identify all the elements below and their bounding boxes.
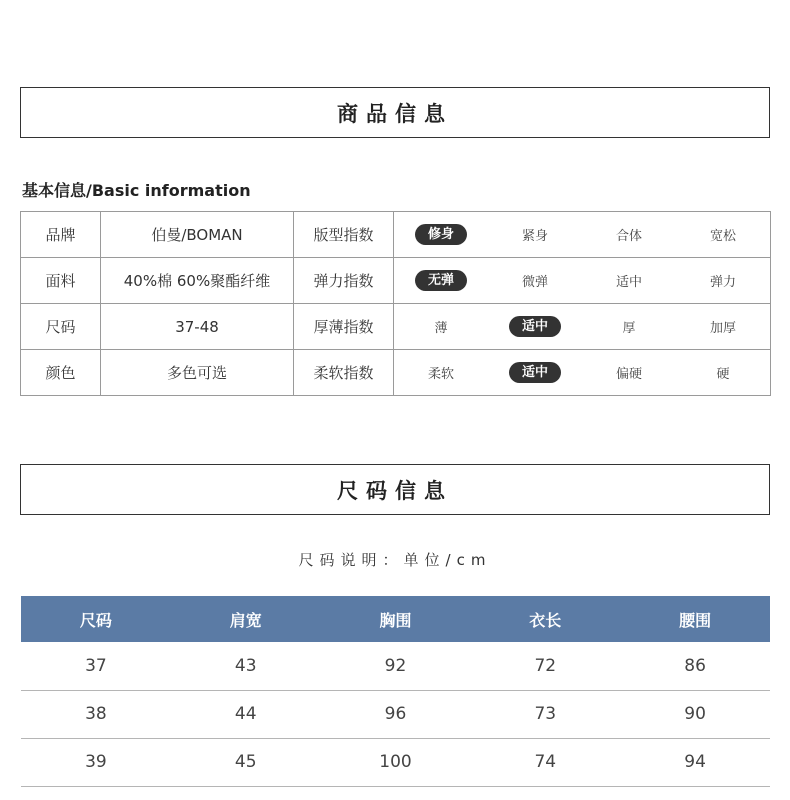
info-label: 面料 xyxy=(21,258,101,304)
product-info-title: 商品信息 xyxy=(20,87,770,138)
size-cell: 94 xyxy=(620,738,770,786)
level-option xyxy=(582,225,676,244)
level-label: 微弹 xyxy=(521,275,548,290)
size-cell: 73 xyxy=(470,690,620,738)
info-value: 40%棉 60%聚酯纤维 xyxy=(101,258,294,304)
size-cell: 43 xyxy=(171,642,321,690)
size-cell: 100 xyxy=(321,738,471,786)
size-column-header: 腰围 xyxy=(620,596,770,642)
size-column-header: 衣长 xyxy=(470,596,620,642)
level-option xyxy=(394,270,488,291)
info-row xyxy=(21,212,771,258)
level-option xyxy=(582,363,676,382)
size-info-title: 尺码信息 xyxy=(20,464,770,515)
index-levels xyxy=(394,258,771,304)
level-label: 柔软 xyxy=(427,367,454,382)
info-label: 颜色 xyxy=(21,350,101,396)
level-option xyxy=(394,317,488,336)
info-label: 尺码 xyxy=(21,304,101,350)
size-table xyxy=(21,596,770,787)
index-levels xyxy=(394,212,771,258)
size-cell: 86 xyxy=(620,642,770,690)
level-label: 合体 xyxy=(615,229,642,244)
index-label: 柔软指数 xyxy=(294,350,394,396)
size-cell: 74 xyxy=(470,738,620,786)
level-option xyxy=(394,224,488,245)
info-value: 多色可选 xyxy=(101,350,294,396)
index-label: 版型指数 xyxy=(294,212,394,258)
level-option xyxy=(488,316,582,337)
level-option xyxy=(488,225,582,244)
level-option xyxy=(676,225,770,244)
info-row xyxy=(21,258,771,304)
table-row xyxy=(21,690,770,738)
size-cell: 45 xyxy=(171,738,321,786)
size-cell: 44 xyxy=(171,690,321,738)
selected-level-badge: 适中 xyxy=(509,362,561,383)
size-cell: 96 xyxy=(321,690,471,738)
info-row xyxy=(21,350,771,396)
level-label: 薄 xyxy=(434,321,448,336)
size-column-header: 肩宽 xyxy=(171,596,321,642)
size-column-header: 尺码 xyxy=(21,596,171,642)
level-label: 宽松 xyxy=(709,229,736,244)
level-label: 加厚 xyxy=(709,321,736,336)
level-label: 弹力 xyxy=(709,275,736,290)
level-option xyxy=(488,271,582,290)
basic-info-heading: 基本信息/Basic information xyxy=(22,181,251,200)
basic-info-table xyxy=(20,211,771,396)
table-row xyxy=(21,738,770,786)
level-label: 偏硬 xyxy=(615,367,642,382)
index-levels xyxy=(394,350,771,396)
table-row xyxy=(21,642,770,690)
level-option xyxy=(582,271,676,290)
size-cell: 37 xyxy=(21,642,171,690)
level-option xyxy=(676,317,770,336)
level-label: 紧身 xyxy=(521,229,548,244)
size-cell: 90 xyxy=(620,690,770,738)
selected-level-badge: 修身 xyxy=(415,224,467,245)
selected-level-badge: 适中 xyxy=(509,316,561,337)
info-row xyxy=(21,304,771,350)
index-label: 厚薄指数 xyxy=(294,304,394,350)
level-option xyxy=(394,363,488,382)
level-label: 硬 xyxy=(716,367,730,382)
size-column-header: 胸围 xyxy=(321,596,471,642)
info-value: 37-48 xyxy=(101,304,294,350)
info-value: 伯曼/BOMAN xyxy=(101,212,294,258)
size-cell: 72 xyxy=(470,642,620,690)
index-levels xyxy=(394,304,771,350)
size-cell: 92 xyxy=(321,642,471,690)
level-option xyxy=(676,363,770,382)
index-label: 弹力指数 xyxy=(294,258,394,304)
info-label: 品牌 xyxy=(21,212,101,258)
size-cell: 38 xyxy=(21,690,171,738)
level-option xyxy=(488,362,582,383)
selected-level-badge: 无弹 xyxy=(415,270,467,291)
level-option xyxy=(582,317,676,336)
level-option xyxy=(676,271,770,290)
size-note: 尺码说明：单位/cm xyxy=(298,551,492,569)
level-label: 厚 xyxy=(622,321,636,336)
level-label: 适中 xyxy=(615,275,642,290)
size-cell: 39 xyxy=(21,738,171,786)
